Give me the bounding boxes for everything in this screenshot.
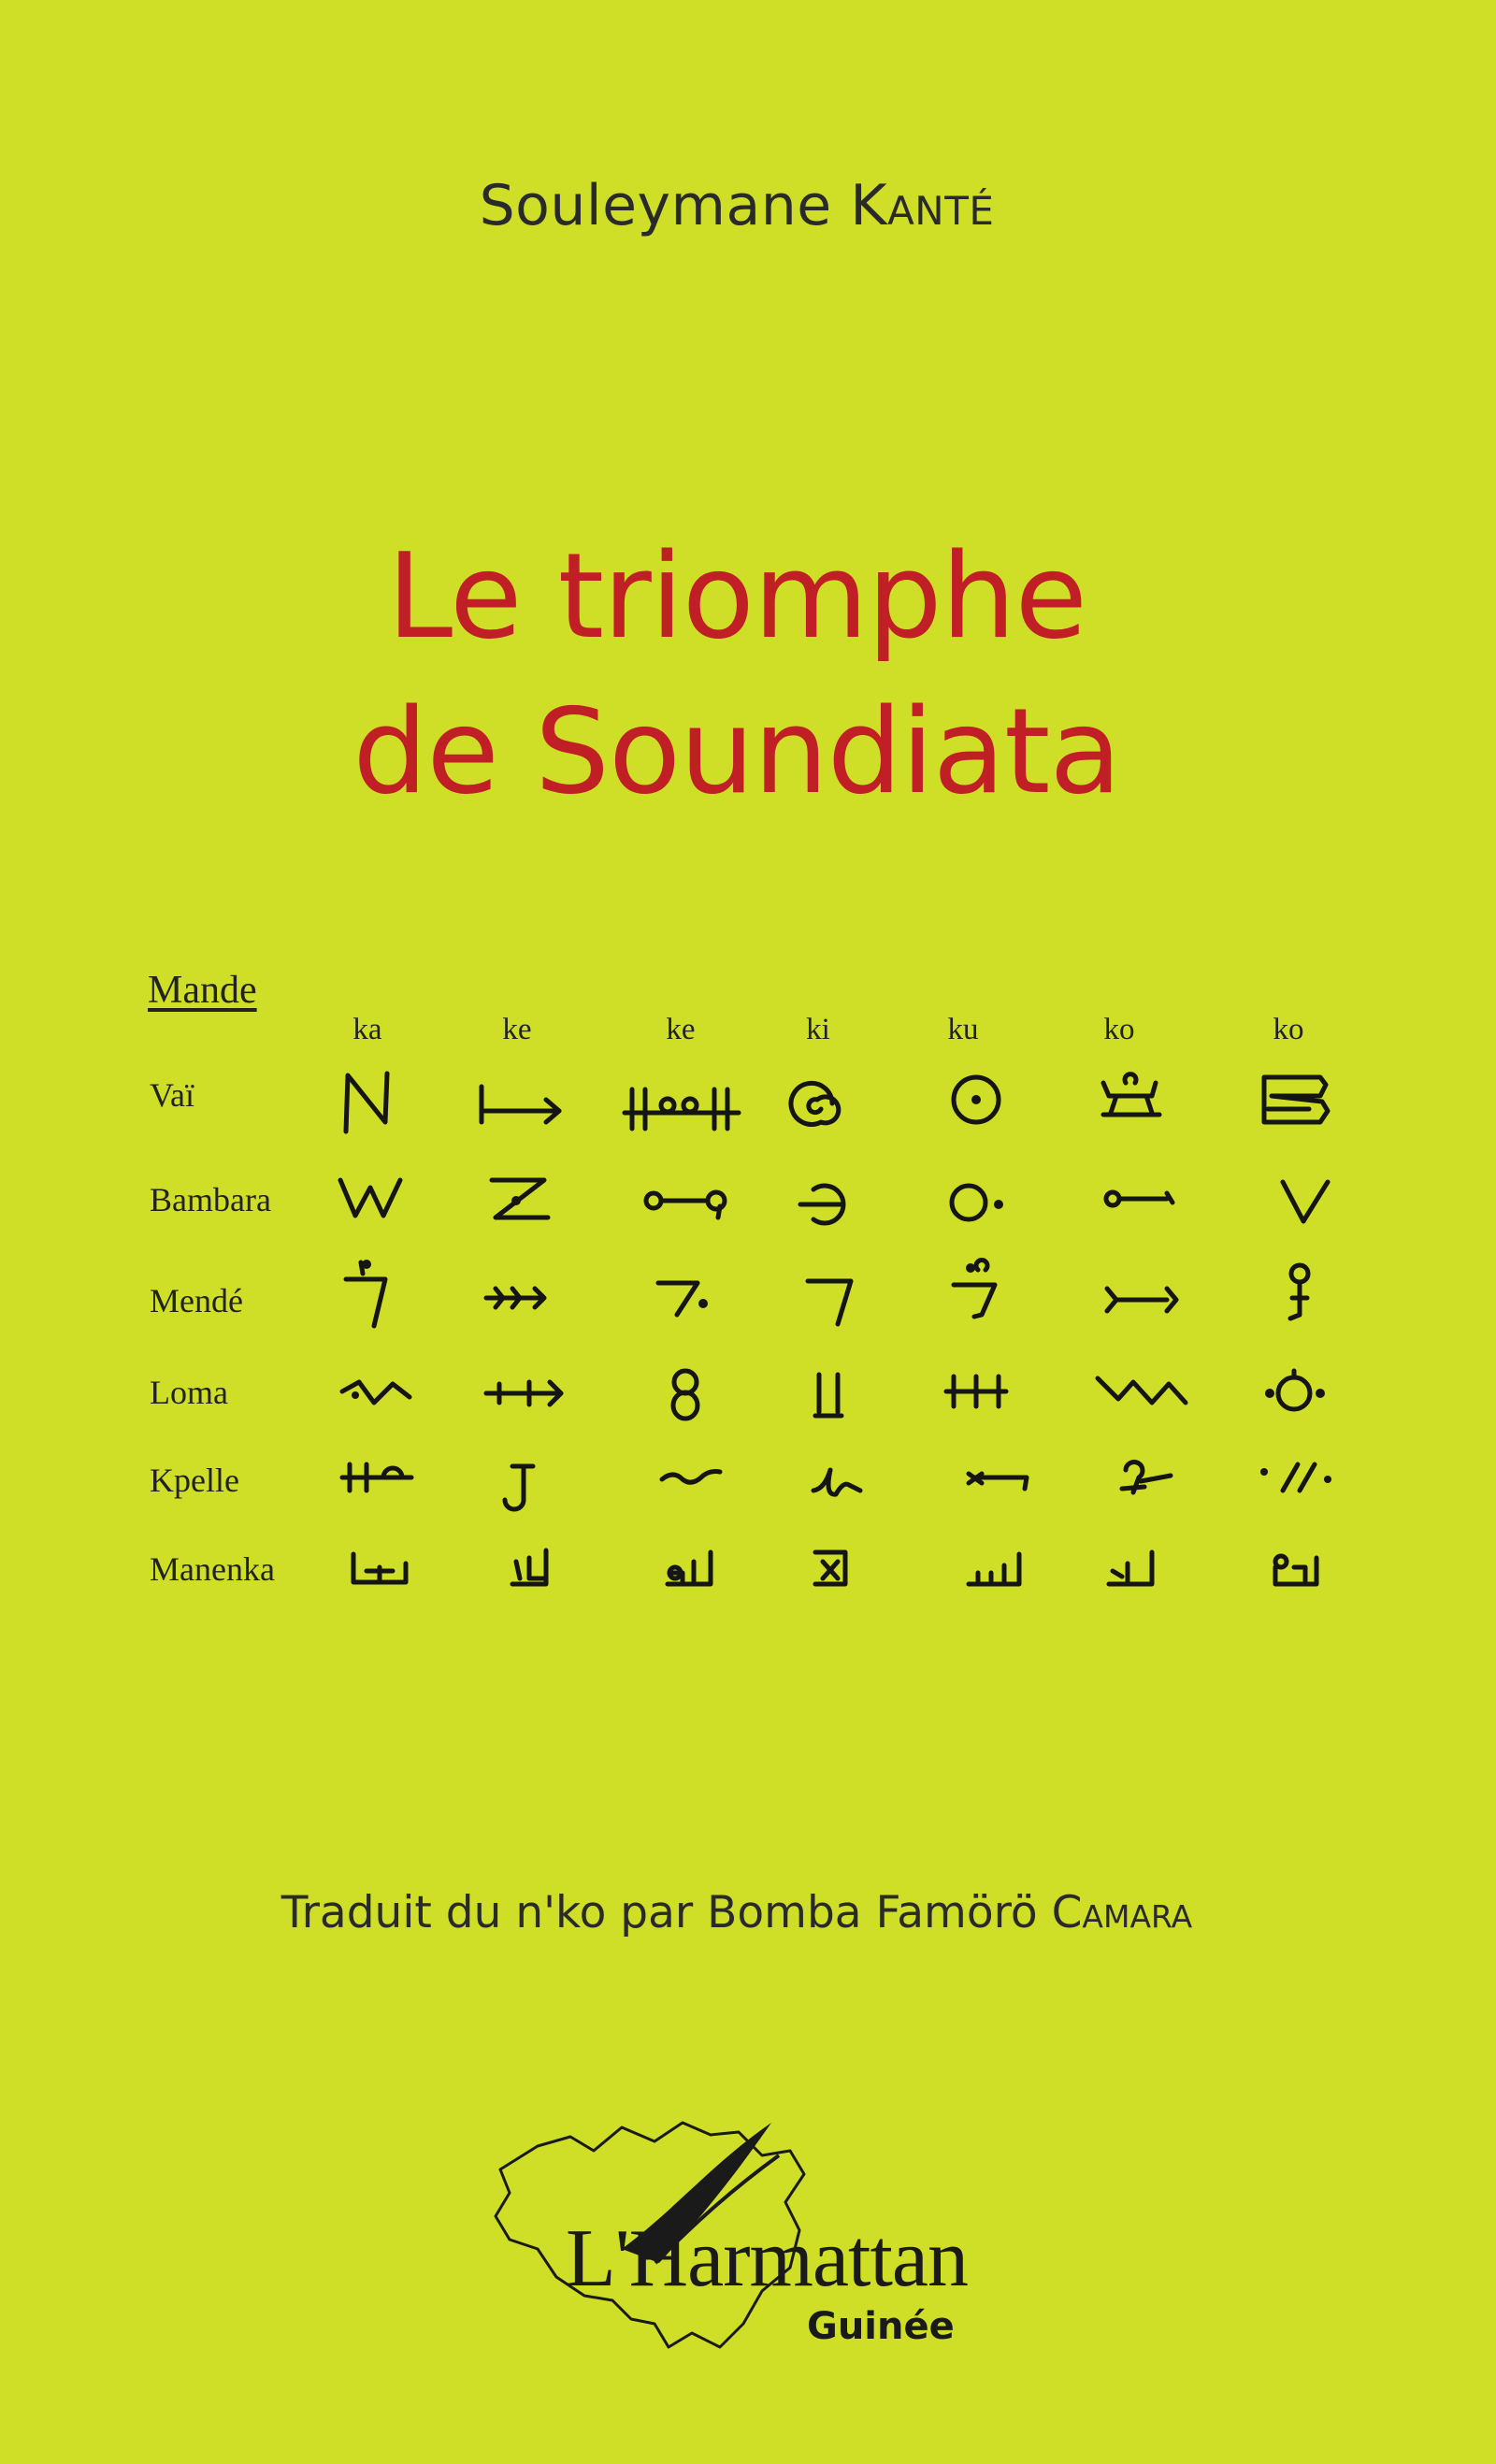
- glyph-manenka-ki: [815, 1552, 845, 1584]
- glyph-kpelle-ke2: [662, 1472, 720, 1483]
- glyph-loma-ko: [1098, 1378, 1186, 1403]
- glyph-vai-ko: [1103, 1074, 1159, 1115]
- syllable-header: ko: [1273, 1013, 1304, 1046]
- glyph-kpelle-ke: [505, 1466, 533, 1509]
- glyph-loma-ka: [342, 1382, 410, 1403]
- publisher-imprint: Guinée: [807, 2305, 955, 2348]
- glyph-bambara-ki: [800, 1186, 843, 1223]
- glyph-manenka-ke: [512, 1550, 546, 1584]
- glyph-vai-ki: [791, 1083, 839, 1124]
- glyph-kpelle-ki: [813, 1470, 860, 1494]
- row-label-manenka: Manenka: [150, 1550, 275, 1588]
- row-label-kpelle: Kpelle: [150, 1462, 239, 1499]
- glyph-loma-ke2: [673, 1371, 698, 1419]
- glyph-kpelle-ko2: [1260, 1464, 1331, 1491]
- glyph-mende-ku: [954, 1261, 995, 1317]
- glyph-manenka-ko: [1109, 1552, 1152, 1584]
- glyph-manenka-ko2: [1275, 1556, 1316, 1584]
- glyph-mende-ke: [486, 1289, 544, 1307]
- glyph-kpelle-ku: [969, 1474, 1027, 1489]
- syllable-header: ko: [1103, 1013, 1135, 1046]
- syllable-header: ke: [666, 1013, 696, 1046]
- translator-prefix: Traduit du n'ko par Bomba Famörö: [280, 1887, 1038, 1938]
- glyph-mende-ka: [346, 1260, 385, 1326]
- glyph-vai-ka: [346, 1073, 387, 1131]
- publisher-logo: [482, 2099, 968, 2366]
- syllable-header: ke: [502, 1013, 532, 1046]
- glyph-vai-ku: [954, 1077, 999, 1122]
- glyph-vai-ko2: [1264, 1077, 1328, 1122]
- glyph-bambara-ku: [952, 1186, 1003, 1219]
- glyph-vai-ke: [482, 1087, 559, 1122]
- row-label-mende: Mendé: [150, 1282, 243, 1319]
- glyph-loma-ki: [815, 1375, 842, 1416]
- glyph-manenka-ke2: [668, 1552, 711, 1584]
- author-first-name: Souleymane: [479, 173, 832, 238]
- glyph-mende-ko: [1107, 1289, 1176, 1311]
- glyph-bambara-ko2: [1283, 1182, 1328, 1221]
- glyph-loma-ke: [486, 1382, 561, 1405]
- glyph-bambara-ko: [1106, 1192, 1172, 1205]
- glyph-manenka-ku: [969, 1554, 1019, 1584]
- glyph-mende-ko2: [1290, 1265, 1308, 1318]
- glyph-bambara-ke: [492, 1180, 548, 1218]
- glyph-manenka-ka: [353, 1554, 406, 1582]
- glyph-loma-ko2: [1265, 1371, 1325, 1409]
- row-label-bambara: Bambara: [150, 1181, 271, 1218]
- syllable-header: ka: [352, 1013, 382, 1046]
- publisher-name: L'Harmattan: [566, 2213, 968, 2304]
- title-line-2: de Soundiata: [352, 683, 1121, 820]
- translator-credit: [0, 1887, 1474, 1938]
- row-label-vai: Vaï: [150, 1076, 194, 1114]
- table-heading: Mande: [148, 969, 257, 1012]
- glyph-mende-ke2: [658, 1283, 708, 1315]
- glyph-kpelle-ko: [1122, 1463, 1171, 1492]
- row-label-loma: Loma: [150, 1374, 228, 1411]
- glyph-kpelle-ka: [342, 1464, 411, 1491]
- syllable-header: ki: [806, 1013, 830, 1046]
- glyph-mende-ki: [808, 1281, 851, 1324]
- syllable-header: ku: [947, 1013, 979, 1046]
- glyph-vai-ke2: [625, 1089, 739, 1129]
- author-last-name: Kanté: [850, 173, 995, 238]
- translator-last-name: Camara: [1051, 1887, 1193, 1938]
- title-line-1: Le triomphe: [387, 527, 1086, 665]
- glyph-bambara-ke2: [646, 1192, 725, 1218]
- glyph-bambara-ka: [340, 1180, 400, 1216]
- glyph-loma-ku: [946, 1376, 1006, 1406]
